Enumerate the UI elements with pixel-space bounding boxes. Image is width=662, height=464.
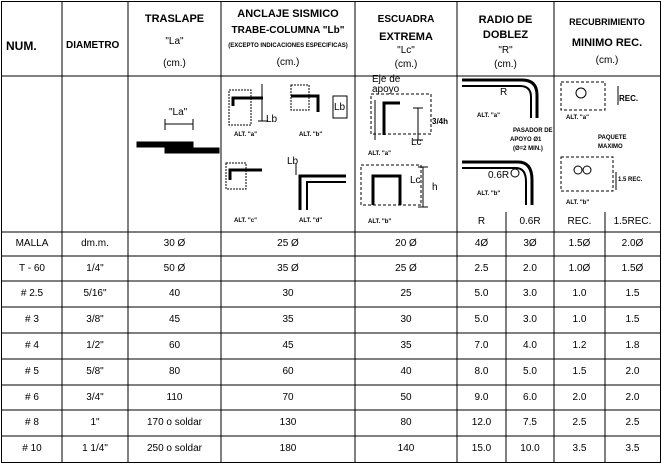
cell-lb: 70: [282, 391, 294, 403]
label-pasador-1: PASADOR DE: [513, 128, 553, 134]
cell-la: 110: [166, 391, 183, 403]
cell-rec: 1.5Ø: [568, 238, 591, 249]
label-h: h: [432, 182, 438, 193]
cell-r: 15.0: [471, 443, 492, 454]
cell-num: # 10: [22, 443, 42, 454]
cell-rec15: 1.8: [625, 340, 640, 351]
label-maximo: MAXIMO: [598, 144, 623, 150]
cell-la: 30 Ø: [163, 238, 186, 249]
label-three-quarter-h: 3/4h: [432, 117, 449, 126]
cell-diam: 1/4": [86, 262, 104, 274]
cell-lb: 30: [282, 288, 294, 299]
cell-rec: 1.0: [572, 288, 587, 299]
header-escuadra-symbol: "Lc": [397, 45, 415, 56]
cell-rec: 2.0: [572, 391, 587, 403]
header-traslape-symbol: "La": [165, 36, 184, 47]
cell-rec: 3.5: [572, 443, 587, 454]
cell-r: 12.0: [471, 417, 492, 428]
subheader-1-5rec: 1.5REC.: [613, 216, 652, 227]
cell-num: # 4: [25, 340, 39, 351]
cell-lc: 50: [400, 391, 412, 403]
cell-num: T - 60: [19, 262, 45, 274]
cell-lb: 130: [279, 417, 297, 428]
header-escuadra-unit: (cm.): [394, 59, 418, 70]
label-1-5-rec: 1.5 REC.: [618, 177, 643, 183]
header-anclaje-note: (EXCEPTO INDICACIONES ESPECIFICAS): [228, 43, 348, 49]
cell-lb: 180: [279, 443, 297, 454]
label-alt-b: ALT. "b": [299, 132, 323, 138]
cell-rec: 1.0Ø: [568, 262, 591, 274]
header-num: NUM.: [6, 39, 37, 53]
cell-diam: dm.m.: [81, 238, 109, 249]
header-escuadra-subtitle: EXTREMA: [379, 31, 433, 43]
cell-la: 45: [168, 314, 181, 325]
cell-r06: 6.0: [523, 391, 537, 403]
cell-lb: 25 Ø: [277, 238, 299, 249]
label-la: "La": [169, 107, 188, 118]
cell-rec: 1.0: [572, 314, 587, 325]
cell-rec15: 1.5Ø: [621, 262, 644, 274]
label-alt-d: ALT. "d": [299, 218, 323, 224]
label-paquete: PAQUETE: [598, 135, 627, 141]
label-radio-alt-b: ALT. "b": [477, 191, 501, 197]
cell-lb: 35: [282, 314, 294, 325]
cell-r06: 10.0: [520, 443, 540, 454]
cell-r06: 3.0: [523, 288, 537, 299]
cell-r: 9.0: [474, 391, 489, 403]
cell-num: # 2.5: [20, 288, 44, 299]
header-recubrimiento-unit: (cm.): [595, 55, 619, 66]
label-r: R: [500, 87, 508, 98]
header-recubrimiento-subtitle: MINIMO REC.: [571, 37, 643, 49]
cell-r: 7.0: [474, 340, 489, 351]
cell-rec15: 3.5: [625, 443, 640, 454]
subheader-0-6r: 0.6R: [519, 216, 541, 227]
cell-rec: 2.5: [572, 417, 587, 428]
cell-num: # 3: [25, 314, 39, 325]
cell-diam: 3/8": [86, 314, 104, 325]
subheader-rec: REC.: [567, 216, 592, 227]
cell-lc: 30: [400, 314, 412, 325]
label-lb-b: Lb: [334, 102, 346, 113]
header-radio-subtitle: DOBLEZ: [482, 29, 529, 41]
cell-rec15: 1.5: [625, 314, 640, 325]
label-lc-top: Lc: [411, 137, 422, 148]
cell-r: 5.0: [474, 314, 489, 325]
cell-diam: 1/2": [86, 340, 104, 351]
cell-r06: 4.0: [523, 340, 537, 351]
label-rec-alt-b: ALT. "b": [566, 200, 590, 206]
cell-lb: 35 Ø: [277, 262, 299, 274]
cell-lb: 60: [282, 366, 294, 377]
cell-r: 2.5: [474, 262, 489, 274]
cell-r06: 5.0: [523, 366, 537, 377]
cell-lc: 25: [400, 288, 412, 299]
cell-lc: 40: [400, 366, 412, 377]
cell-diam: 1": [90, 417, 100, 428]
label-pasador-3: (Ø=2 MIN.): [513, 146, 543, 152]
label-lb-d: Lb: [287, 156, 299, 167]
label-pasador-2: APOYO Ø1: [510, 137, 542, 143]
cell-rec15: 2.5: [625, 417, 640, 428]
cell-la: 250 o soldar: [146, 443, 203, 454]
cell-rec15: 1.5: [625, 288, 640, 299]
header-diametro: DIAMETRO: [66, 40, 120, 51]
cell-lc: 35: [400, 340, 412, 351]
cell-lc: 25 Ø: [395, 262, 417, 274]
cell-lb: 45: [282, 340, 294, 351]
label-lb-a: Lb: [266, 114, 278, 125]
header-radio-unit: (cm.): [494, 59, 517, 70]
label-escuadra-alt-b: ALT. "b": [368, 219, 392, 225]
header-escuadra-title: ESCUADRA: [377, 14, 435, 25]
header-anclaje-title: ANCLAJE SISMICO: [237, 8, 339, 20]
header-traslape-title: TRASLAPE: [144, 13, 205, 25]
header-radio-symbol: "R": [498, 45, 513, 56]
cell-num: # 8: [25, 417, 39, 428]
label-eje-de: Eje de: [372, 74, 401, 85]
label-lc-bottom: Lc: [410, 175, 421, 186]
cell-r06: 3.0: [523, 314, 537, 325]
cell-rec15: 2.0: [625, 391, 640, 403]
cell-diam: 1 1/4": [82, 443, 108, 454]
cell-num: MALLA: [15, 238, 49, 249]
cell-r06: 2.0: [523, 262, 537, 274]
subheader-r: R: [477, 216, 486, 227]
label-alt-c: ALT. "c": [234, 218, 257, 224]
label-radio-alt-a: ALT. "a": [477, 113, 500, 119]
cell-r: 8.0: [474, 366, 489, 377]
label-escuadra-alt-a: ALT. "a": [368, 151, 391, 157]
cell-la: 50 Ø: [163, 262, 186, 274]
header-anclaje-subtitle: TRABE-COLUMNA "Lb": [231, 25, 345, 36]
cell-diam: 3/4": [86, 391, 104, 403]
header-anclaje-unit: (cm.): [276, 57, 300, 68]
cell-num: # 6: [25, 391, 39, 403]
header-traslape-unit: (cm.): [163, 58, 186, 69]
label-apoyo: apoyo: [372, 84, 400, 95]
cell-la: 40: [168, 288, 181, 299]
cell-r: 4Ø: [474, 238, 489, 249]
cell-diam: 5/8": [86, 366, 104, 377]
cell-rec: 1.5: [572, 366, 587, 377]
cell-la: 80: [168, 366, 181, 377]
cell-r06: 7.5: [523, 417, 537, 428]
cell-lc: 20 Ø: [395, 238, 417, 249]
cell-rec: 1.2: [572, 340, 587, 351]
cell-lc: 80: [400, 417, 412, 428]
cell-r: 5.0: [474, 288, 489, 299]
cell-la: 60: [168, 340, 181, 351]
label-rec: REC.: [619, 94, 639, 103]
cell-r06: 3Ø: [523, 238, 537, 249]
cell-rec15: 2.0: [625, 366, 640, 377]
header-recubrimiento-title: RECUBRIMIENTO: [569, 17, 645, 27]
cell-diam: 5/16": [83, 288, 107, 299]
cell-num: # 5: [25, 366, 39, 377]
label-alt-a: ALT. "a": [234, 132, 257, 138]
cell-lc: 140: [397, 443, 415, 454]
cell-rec15: 2.0Ø: [621, 238, 644, 249]
cell-la: 170 o soldar: [146, 417, 203, 428]
label-0-6r: 0.6R: [488, 170, 510, 181]
label-rec-alt-a: ALT. "a": [566, 115, 589, 121]
header-radio-title: RADIO DE: [478, 14, 533, 26]
